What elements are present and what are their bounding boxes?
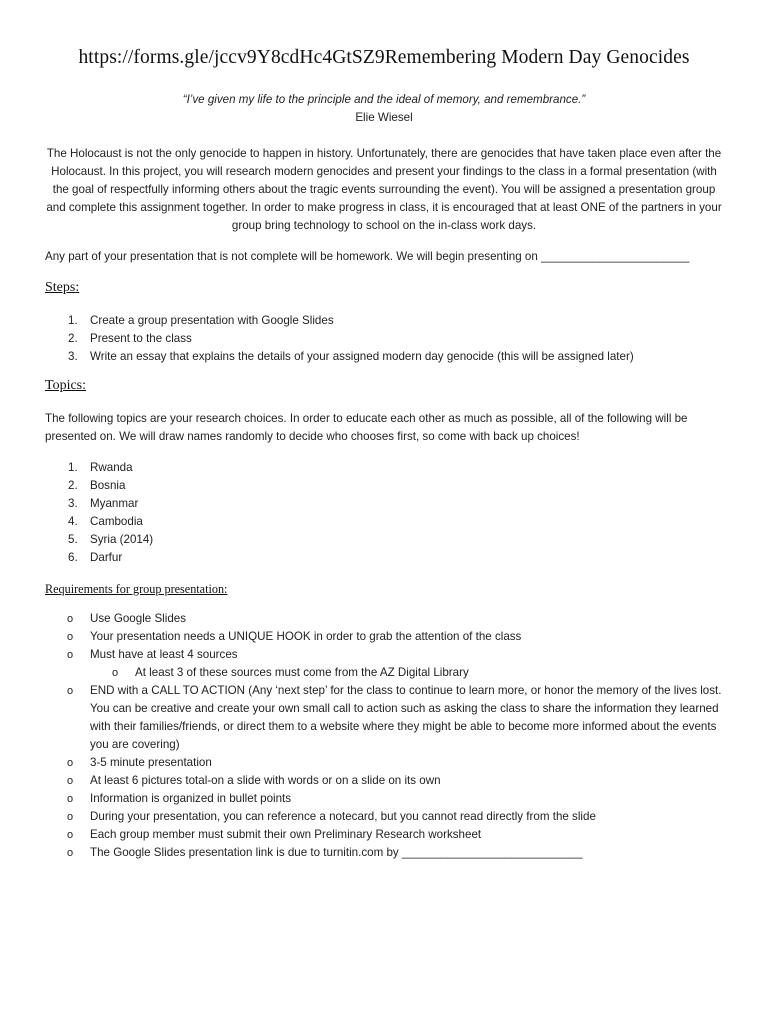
list-item-text: Each group member must submit their own Preliminary Research worksheet <box>90 828 482 841</box>
list-item-text: Your presentation needs a UNIQUE HOOK in order to grab the attention of the class <box>90 630 522 643</box>
list-number: 3. <box>68 497 78 510</box>
steps-list <box>45 312 735 366</box>
bullet-icon: o <box>67 757 74 769</box>
list-item-text: The Google Slides presentation link is due to turnitin.com by ____________________________ <box>90 846 583 859</box>
topics-description: The following topics are your research choices. In order to educate each other as much as possible, all of the following will be presented on. We will draw names randomly to decide who chooses first, so come with back up choices! <box>45 412 688 443</box>
list-item-text: During your presentation, you can reference a notecard, but you cannot read directly from the slide <box>90 810 596 823</box>
steps-heading-colon: : <box>75 280 80 295</box>
list-item <box>45 808 735 826</box>
list-item-text: Present to the class <box>90 332 192 345</box>
bullet-icon: o <box>67 613 74 625</box>
bullet-icon: o <box>112 667 119 679</box>
list-item <box>45 513 735 531</box>
list-number: 1. <box>68 461 78 474</box>
list-item-text: END with a CALL TO ACTION (Any ‘next step’ for the class to continue to learn more, or honor the memory of the lives lost. You can be creative and create your own small call to action such as asking the class to share the information they learned with their families/friends, or direct them to a website where they might be able to become more informed about the events you are covering) <box>90 684 722 751</box>
list-number: 6. <box>68 551 78 564</box>
list-item <box>45 610 735 628</box>
list-number: 4. <box>68 515 78 528</box>
bullet-icon: o <box>67 649 74 661</box>
topics-heading: Topics: <box>45 378 87 393</box>
list-item-text: Darfur <box>90 551 123 564</box>
list-item <box>45 790 735 808</box>
list-item <box>45 826 735 844</box>
list-item <box>45 330 735 348</box>
list-item-text: Create a group presentation with Google Slides <box>90 314 334 327</box>
list-item-text: Bosnia <box>90 479 126 492</box>
list-item <box>45 549 735 567</box>
page-title: https://forms.gle/jccv9Y8cdHc4GtSZ9Remembering Modern Day Genocides <box>78 47 690 68</box>
list-item-text: Syria (2014) <box>90 533 154 546</box>
list-item <box>45 531 735 549</box>
bullet-icon: o <box>67 631 74 643</box>
bullet-icon: o <box>67 685 74 697</box>
bullet-icon: o <box>67 775 74 787</box>
list-item <box>45 477 735 495</box>
list-item <box>45 682 735 754</box>
epigraph-quote: “I’ve given my life to the principle and the ideal of memory, and remembrance.” <box>182 93 586 106</box>
list-item <box>45 772 735 790</box>
intro-paragraph: The Holocaust is not the only genocide to happen in history. Unfortunately, there are genocides that have taken place even after the Holocaust. In this project, you will research modern genocides and present your findings to the class in a formal presentation (with the goal of respectfully informing others about the tragic events surrounding the event). You will be assigned a presentation group and complete this assignment together. In order to make progress in class, it is encouraged that at least ONE of the partners in your group bring technology to school on the in-class work days. <box>46 147 722 232</box>
topics-list <box>45 459 735 567</box>
requirements-heading: Requirements for group presentation: <box>45 582 228 596</box>
steps-heading <box>45 280 79 296</box>
list-item-text: Myanmar <box>90 497 139 510</box>
list-number: 2. <box>68 332 78 345</box>
list-item-text: Cambodia <box>90 515 143 528</box>
list-item <box>45 664 735 682</box>
list-item-text: At least 6 pictures total-on a slide with words or on a slide on its own <box>90 774 441 787</box>
list-item <box>45 754 735 772</box>
list-item-text: Write an essay that explains the details of your assigned modern day genocide (this will be assigned later) <box>90 350 634 363</box>
bullet-icon: o <box>67 829 74 841</box>
list-item <box>45 495 735 513</box>
list-item-text: Use Google Slides <box>90 612 187 625</box>
bullet-icon: o <box>67 847 74 859</box>
list-item-text: 3-5 minute presentation <box>90 756 212 769</box>
homework-note: Any part of your presentation that is not complete will be homework. We will begin presenting on _______________________ <box>45 250 690 263</box>
list-item <box>45 844 735 862</box>
bullet-icon: o <box>67 793 74 805</box>
list-item <box>45 646 735 664</box>
list-number: 1. <box>68 314 78 327</box>
list-number: 5. <box>68 533 78 546</box>
bullet-icon: o <box>67 811 74 823</box>
list-number: 3. <box>68 350 78 363</box>
list-number: 2. <box>68 479 78 492</box>
steps-heading-text: Steps <box>45 280 76 295</box>
quote-author: Elie Wiesel <box>355 111 413 124</box>
list-item <box>45 348 735 366</box>
list-item-text: Information is organized in bullet points <box>90 792 292 805</box>
list-item <box>45 459 735 477</box>
list-item <box>45 312 735 330</box>
list-item-text: Must have at least 4 sources <box>90 648 238 661</box>
list-item-text: At least 3 of these sources must come from the AZ Digital Library <box>135 666 469 679</box>
requirements-list <box>45 610 735 862</box>
list-item <box>45 628 735 646</box>
list-item-text: Rwanda <box>90 461 133 474</box>
